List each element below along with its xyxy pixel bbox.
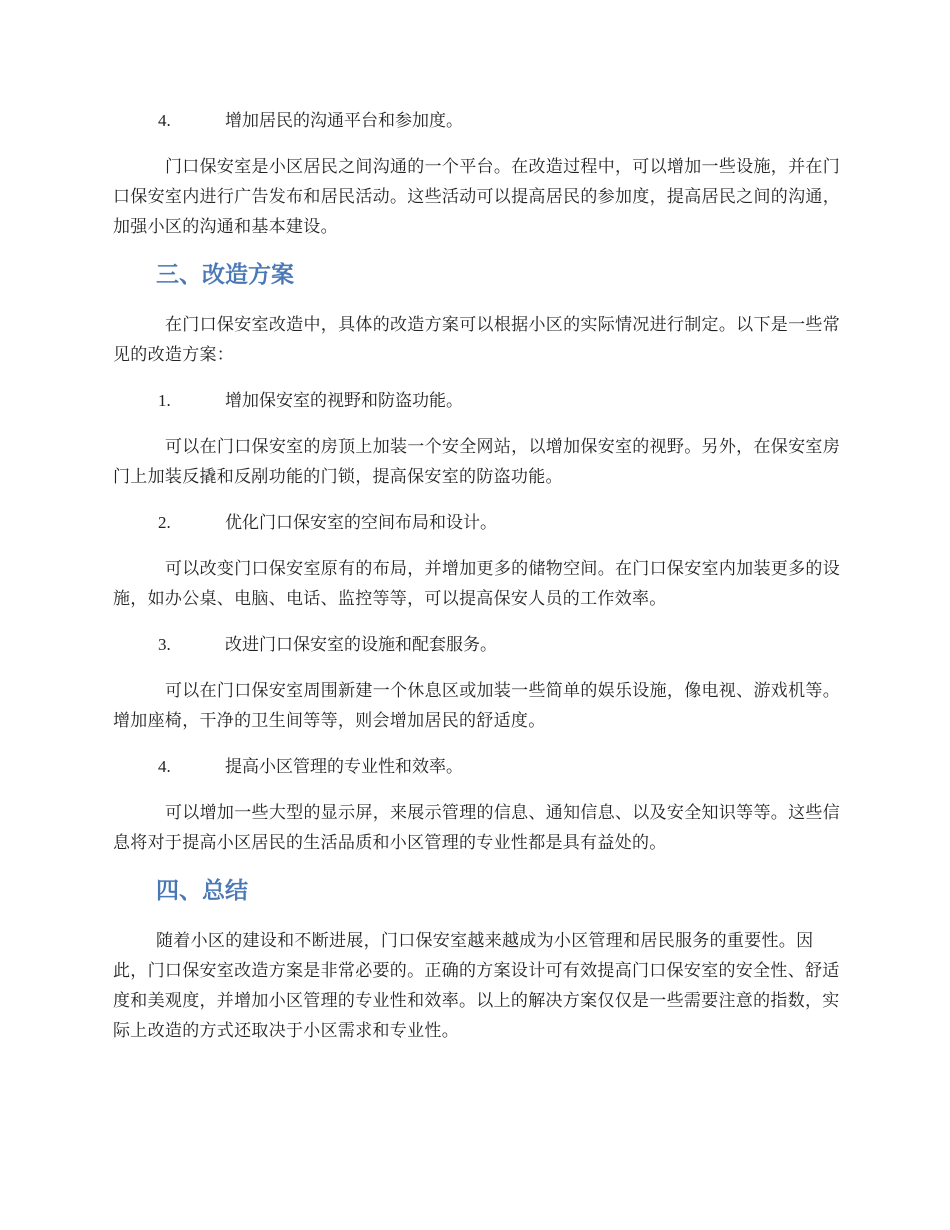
paragraph-item-2: 可以改变门口保安室原有的布局，并增加更多的储物空间。在门口保安室内加装更多的设施，如办公桌、电脑、电话、监控等等，可以提高保安人员的工作效率。 bbox=[113, 559, 840, 609]
list-item-text: 增加保安室的视野和防盗功能。 bbox=[225, 391, 463, 411]
list-number: 4. bbox=[158, 757, 171, 776]
section-3-intro: 在门口保安室改造中，具体的改造方案可以根据小区的实际情况进行制定。以下是一些常见的改造方案： bbox=[113, 315, 840, 365]
list-item-text: 优化门口保安室的空间布局和设计。 bbox=[225, 513, 497, 533]
list-item-intro-4 bbox=[113, 106, 840, 136]
list-number: 3. bbox=[158, 635, 171, 654]
section-heading-4: 四、总结 bbox=[156, 878, 248, 904]
section-heading-3: 三、改造方案 bbox=[156, 262, 294, 288]
list-item-1 bbox=[113, 386, 840, 416]
document-page bbox=[113, 106, 840, 1046]
summary-paragraph: 随着小区的建设和不断进展，门口保安室越来越成为小区管理和居民服务的重要性。因此，门口保安室改造方案是非常必要的。正确的方案设计可有效提高门口保安室的安全性、舒适度和美观度，并增加小区管理的专业性和效率。以上的解决方案仅仅是一些需要注意的指数，实际上改造的方式还取决于小区需求和专业性。 bbox=[113, 931, 840, 1041]
list-item-text: 提高小区管理的专业性和效率。 bbox=[225, 757, 463, 777]
list-number: 1. bbox=[158, 391, 171, 410]
paragraph-item-1: 可以在门口保安室的房顶上加装一个安全网站，以增加保安室的视野。另外，在保安室房门上加装反撬和反剐功能的门锁，提高保安室的防盗功能。 bbox=[113, 437, 840, 487]
paragraph-intro-4: 门口保安室是小区居民之间沟通的一个平台。在改造过程中，可以增加一些设施，并在门口保安室内进行广告发布和居民活动。这些活动可以提高居民的参加度，提高居民之间的沟通，加强小区的沟通和基本建设。 bbox=[113, 157, 840, 237]
paragraph-item-3: 可以在门口保安室周围新建一个休息区或加装一些简单的娱乐设施，像电视、游戏机等。增加座椅，干净的卫生间等等，则会增加居民的舒适度。 bbox=[113, 681, 840, 731]
list-number: 4. bbox=[158, 111, 171, 130]
list-item-4 bbox=[113, 752, 840, 782]
paragraph-item-4: 可以增加一些大型的显示屏，来展示管理的信息、通知信息、以及安全知识等等。这些信息将对于提高小区居民的生活品质和小区管理的专业性都是具有益处的。 bbox=[113, 803, 840, 853]
list-item-3 bbox=[113, 630, 840, 660]
list-number: 2. bbox=[158, 513, 171, 532]
list-item-text: 增加居民的沟通平台和参加度。 bbox=[225, 111, 463, 131]
list-item-text: 改进门口保安室的设施和配套服务。 bbox=[225, 635, 497, 655]
list-item-2 bbox=[113, 508, 840, 538]
